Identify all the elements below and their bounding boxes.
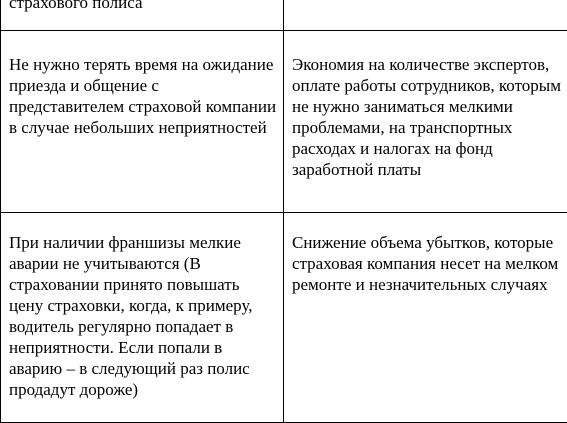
table-cell-left: При наличии франшизы мелкие аварии не учитываются (В страховании принято повышать цену страховки, когда, к примеру, водитель регулярно попадает в неприятности. Если попали в аварию – в следующий раз полис продадут дороже) [1, 213, 284, 423]
table-cell-right: Снижение объема убытков, которые страховая компания несет на мелком ремонте и незначительных случаях [284, 213, 567, 423]
table-cell-right [284, 0, 567, 31]
table-row [1, 31, 567, 213]
table-row [1, 213, 567, 423]
table-cell-left: Не нужно терять время на ожидание приезда и общение с представителем страховой компании в случае небольших неприятностей [1, 31, 284, 213]
table-row [1, 0, 567, 31]
table-cell-left: страхового полиса [1, 0, 284, 31]
table-cell-right: Экономия на количестве экспертов, оплате работы сотрудников, которым не нужно заниматься мелкими проблемами, на транспортных расходах и налогах на фонд заработной платы [284, 31, 567, 213]
